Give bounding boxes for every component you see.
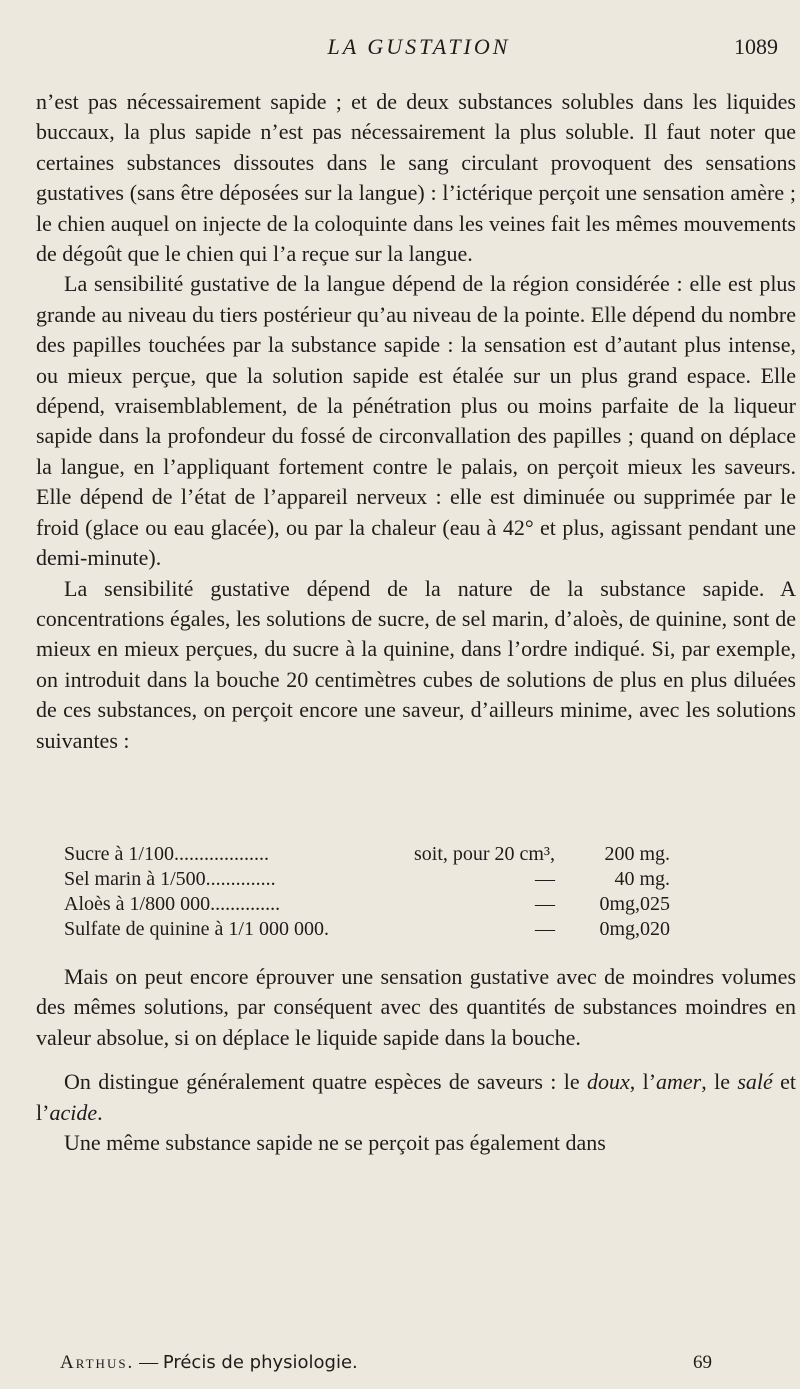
ditto-cell: —: [535, 918, 555, 940]
paragraph-four-tastes: On distingue généralement quatre espèces de saveurs : le doux, l’amer, le salé et l’acide.: [36, 1069, 796, 1125]
substance-cell: Sucre à 1/100...................: [64, 843, 269, 865]
paragraph-regional-sensitivity: La sensibilité gustative de la langue dépend de la région considérée : elle est plus grande au niveau du tiers postérieur qu’au niveau de la pointe. Elle dépend du nombre des papilles touchées par la substance sapide : la sensation est d’autant plus intense, ou mieux perçue, que la solution sapide est étalée sur un plus grand espace. Elle dépend, vraisemblablement, de la pénétration plus ou moins parfaite de la liqueur sapide dans la profondeur du fossé de circonvallation des papilles ; quand on déplace la langue, en l’appliquant fortement contre le palais, on perçoit mieux les saveurs. Elle dépend de l’état de l’appareil nerveux : elle est diminuée ou supprimée par le froid (glace ou eau glacée), ou par la chaleur (eau à 42° et plus, agissant pendant une demi-minute).: [36, 271, 796, 571]
table-row: [64, 842, 670, 867]
page-header: [60, 34, 778, 74]
body-text-continued: [36, 962, 796, 1158]
taste-acide: acide: [49, 1099, 98, 1125]
table-row: [64, 867, 670, 892]
paragraph-volume: Mais on peut encore éprouver une sensation gustative avec de moindres volumes des mêmes solutions, par conséquent avec des quantités de substances moindres en valeur absolue, si on déplace le liquide sapide dans la bouche.: [36, 964, 796, 1050]
page-footer: [60, 1352, 748, 1374]
amount-cell: 200 mg.: [604, 843, 670, 865]
taste-amer: amer: [656, 1069, 702, 1095]
ditto-cell: soit, pour 20 cm³,: [414, 843, 555, 865]
amount-cell: 0mg,025: [599, 893, 670, 915]
amount-cell: 40 mg.: [614, 868, 670, 890]
footer-separator: —: [134, 1352, 163, 1373]
footer-folio: 69: [693, 1352, 712, 1373]
taste-sale: salé: [737, 1069, 773, 1095]
substance-cell: Sulfate de quinine à 1/1 000 000.: [64, 918, 329, 940]
ditto-cell: —: [535, 868, 555, 890]
substance-cell: Aloès à 1/800 000..............: [64, 893, 281, 915]
paragraph-last-line: Une même substance sapide ne se perçoit pas également dans: [64, 1130, 606, 1156]
threshold-table: [64, 842, 670, 942]
ditto-cell: —: [535, 893, 555, 915]
amount-cell: 0mg,020: [599, 918, 670, 940]
footer-author: Arthus.: [60, 1352, 135, 1373]
paragraph-substance-nature: La sensibilité gustative dépend de la nature de la substance sapide. A concentrations égales, les solutions de sucre, de sel marin, d’aloès, de quinine, sont de mieux en mieux perçues, du sucre à la quinine, dans l’ordre indiqué. Si, par exemple, on introduit dans la bouche 20 centimètres cubes de solutions de plus en plus diluées de ces substances, on perçoit encore une saveur, d’ailleurs minime, avec les solutions suivantes :: [36, 575, 796, 753]
body-text: [36, 87, 796, 756]
footer-book-title: Précis de physiologie.: [162, 1352, 358, 1373]
page-number: 1089: [734, 34, 778, 59]
paragraph-continuation: n’est pas nécessairement sapide ; et de deux substances solubles dans les liquides buccaux, la plus sapide n’est pas nécessairement la plus soluble. Il faut noter que certaines substances dissoutes dans le sang circulant provoquent des sensations gustatives (sans être déposées sur la langue) : l’ictérique perçoit une sensation amère ; le chien auquel on injecte de la coloquinte dans les veines fait les mêmes mouvements de dégoût que le chien qui l’a reçue sur la langue.: [36, 89, 796, 267]
running-title: LA GUSTATION: [327, 34, 511, 59]
taste-doux: doux: [586, 1069, 630, 1095]
substance-cell: Sel marin à 1/500..............: [64, 868, 276, 890]
table-row: [64, 892, 670, 917]
table-row: [64, 917, 670, 942]
